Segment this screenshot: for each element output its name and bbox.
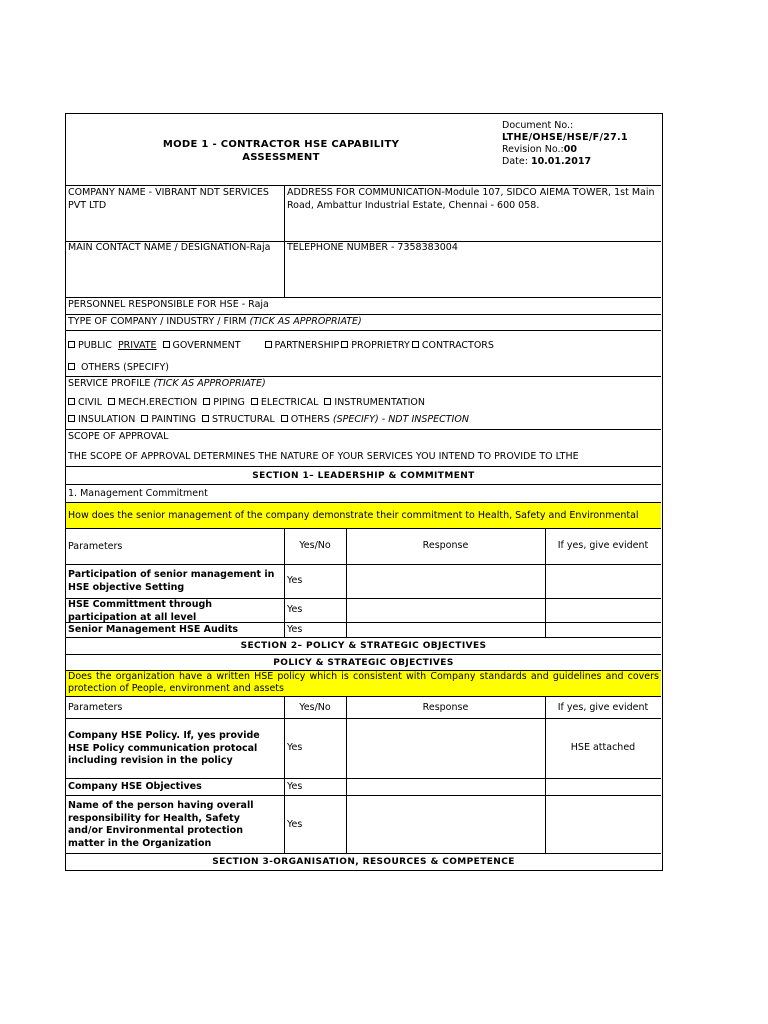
option-public[interactable]: PUBLIC	[68, 340, 112, 353]
section1-header-row	[66, 528, 661, 564]
date-value: 10.01.2017	[530, 156, 592, 167]
section2-question: Does the organization have a written HSE policy which is consistent with Company standards and guidelines and covers protection of People, environment and assets	[68, 671, 659, 694]
section2-title-row	[66, 637, 661, 654]
section1-question-row	[66, 502, 661, 528]
option-others-service[interactable]: OTHERS (SPECIFY) - NDT INSPECTION	[281, 414, 469, 427]
header-response: Response	[422, 702, 469, 713]
option-civil[interactable]: CIVIL	[68, 397, 102, 410]
doc-no: LTHE/OHSE/HSE/F/27.1	[502, 132, 628, 143]
header-parameters: Parameters	[68, 541, 123, 552]
header-parameters: Parameters	[68, 702, 123, 713]
company-type-options-row1	[68, 340, 500, 353]
contact-row	[66, 241, 661, 297]
param-cell: HSE Committment through participation at all level	[68, 599, 213, 623]
address: ADDRESS FOR COMMUNICATION-Module 107, SIDCO AIEMA TOWER, 1st Main Road, Ambattur Industrial Estate, Chennai - 600 058.	[287, 187, 655, 211]
form-title: MODE 1 - CONTRACTOR HSE CAPABILITY ASSESSMENT	[162, 139, 400, 163]
section1-sub-row	[66, 484, 661, 502]
company-type-row	[66, 314, 661, 330]
table-row	[66, 598, 661, 622]
doc-no-label: Document No.:	[502, 120, 574, 131]
checkbox-icon[interactable]	[163, 341, 170, 348]
checkbox-icon[interactable]	[203, 398, 210, 405]
option-insulation[interactable]: INSULATION	[68, 414, 135, 427]
section3-title: SECTION 3-ORGANISATION, RESOURCES & COMPETENCE	[212, 857, 515, 867]
checkbox-icon[interactable]	[68, 398, 75, 405]
section2-question-row	[66, 670, 661, 696]
section1-title: SECTION 1– LEADERSHIP & COMMITMENT	[252, 471, 475, 481]
header-evident: If yes, give evident	[557, 702, 649, 713]
table-row	[66, 622, 661, 637]
personnel-row	[66, 297, 661, 314]
company-type-title: TYPE OF COMPANY / INDUSTRY / FIRM	[68, 316, 250, 327]
checkbox-icon[interactable]	[265, 341, 272, 348]
section2-title: SECTION 2– POLICY & STRATEGIC OBJECTIVES	[240, 641, 487, 651]
scope-text: THE SCOPE OF APPROVAL DETERMINES THE NATURE OF YOUR SERVICES YOU INTEND TO PROVIDE TO LTHE	[68, 451, 579, 462]
checkbox-icon[interactable]	[412, 341, 419, 348]
checkbox-icon[interactable]	[68, 341, 75, 348]
section1-question: How does the senior management of the company demonstrate their commitment to Health, Safety and Environmental	[68, 510, 639, 521]
section2-sub: POLICY & STRATEGIC OBJECTIVES	[273, 658, 454, 668]
service-profile-label	[68, 378, 266, 391]
option-mech-erection[interactable]: MECH.ERECTION	[108, 397, 197, 410]
header-yesno: Yes/No	[299, 702, 331, 713]
service-profile-title: SERVICE PROFILE	[68, 378, 154, 389]
date-label: Date:	[502, 156, 528, 167]
param-cell: Name of the person having overall responsibility for Health, Safety and/or Environmental protection matter in the Organization	[68, 800, 254, 849]
param-cell: Participation of senior management in HSE objective Setting	[68, 569, 275, 593]
company-type-label	[68, 316, 362, 329]
option-partnership[interactable]: PARTNERSHIP	[265, 340, 340, 353]
param-cell: Senior Management HSE Audits	[68, 624, 239, 635]
checkbox-icon[interactable]	[281, 415, 288, 422]
company-row	[66, 185, 661, 241]
main-contact: MAIN CONTACT NAME / DESIGNATION-Raja	[68, 242, 271, 253]
yesno-cell[interactable]: Yes	[287, 575, 303, 586]
option-contractors[interactable]: CONTRACTORS	[412, 340, 494, 353]
section1-title-row	[66, 466, 661, 484]
checkbox-icon[interactable]	[68, 415, 75, 422]
param-cell: Company HSE Objectives	[68, 781, 202, 792]
option-structural[interactable]: STRUCTURAL	[202, 414, 275, 427]
checkbox-icon[interactable]	[141, 415, 148, 422]
table-row	[66, 795, 661, 853]
company-type-options	[66, 330, 661, 376]
table-row	[66, 564, 661, 598]
header-yesno: Yes/No	[299, 540, 331, 551]
company-type-hint: (TICK AS APPROPRIATE)	[249, 316, 362, 327]
checkbox-icon[interactable]	[251, 398, 258, 405]
checkbox-icon[interactable]	[341, 341, 348, 348]
revision-value: 00	[563, 144, 577, 155]
form-header	[66, 114, 661, 185]
table-row	[66, 718, 661, 778]
option-private[interactable]: PRIVATE	[117, 340, 157, 351]
service-options-row2	[68, 414, 475, 427]
option-instrumentation[interactable]: INSTRUMENTATION	[324, 397, 425, 410]
checkbox-icon[interactable]	[68, 363, 75, 370]
yesno-cell[interactable]: Yes	[287, 781, 303, 792]
option-proprietry[interactable]: PROPRIETRY	[341, 340, 410, 353]
revision-label: Revision No.:	[502, 144, 564, 155]
scope-label: SCOPE OF APPROVAL	[68, 431, 169, 442]
yesno-cell[interactable]: Yes	[287, 742, 303, 753]
scope-row	[66, 429, 661, 466]
service-options-row1	[68, 397, 431, 410]
yesno-cell[interactable]: Yes	[287, 819, 303, 830]
section3-title-row	[66, 853, 661, 870]
header-response: Response	[422, 540, 469, 551]
option-electrical[interactable]: ELECTRICAL	[251, 397, 319, 410]
section2-header-row	[66, 696, 661, 718]
revision	[502, 144, 577, 157]
option-others[interactable]: OTHERS (SPECIFY)	[68, 362, 169, 375]
option-painting[interactable]: PAINTING	[141, 414, 196, 427]
header-evident: If yes, give evident	[557, 540, 649, 551]
yesno-cell[interactable]: Yes	[287, 624, 303, 635]
evident-cell[interactable]: HSE attached	[570, 742, 636, 753]
param-cell: Company HSE Policy. If, yes provide HSE Policy communication protocal including revision in the policy	[68, 730, 260, 766]
option-piping[interactable]: PIPING	[203, 397, 245, 410]
assessment-form	[65, 113, 663, 871]
yesno-cell[interactable]: Yes	[287, 604, 303, 615]
section2-sub-row	[66, 654, 661, 670]
table-row	[66, 778, 661, 795]
company-name: COMPANY NAME - VIBRANT NDT SERVICES PVT LTD	[68, 187, 269, 211]
others-note: (SPECIFY) - NDT INSPECTION	[332, 414, 469, 425]
checkbox-icon[interactable]	[324, 398, 331, 405]
service-profile-row	[66, 376, 661, 429]
personnel-hse: PERSONNEL RESPONSIBLE FOR HSE - Raja	[68, 299, 269, 310]
date	[502, 156, 591, 169]
telephone: TELEPHONE NUMBER - 7358383004	[287, 242, 458, 253]
service-profile-hint: (TICK AS APPROPRIATE)	[153, 378, 266, 389]
checkbox-icon[interactable]	[108, 398, 115, 405]
checkbox-icon[interactable]	[202, 415, 209, 422]
option-government[interactable]: GOVERNMENT	[163, 340, 241, 353]
section1-sub: 1. Management Commitment	[68, 488, 208, 499]
